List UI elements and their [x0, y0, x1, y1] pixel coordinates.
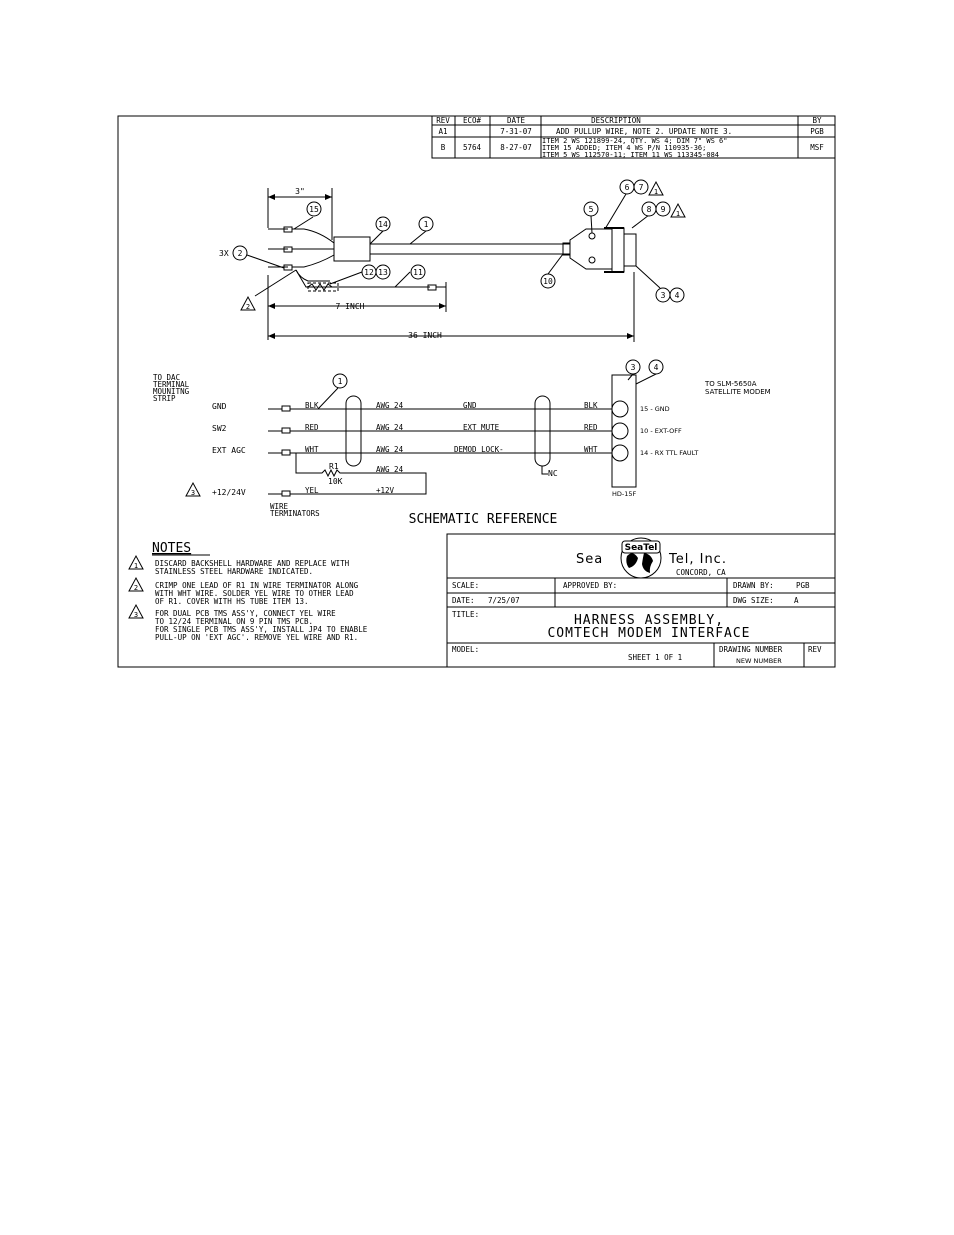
rev-row-b-date: 8-27-07 — [500, 143, 532, 152]
right-color-red: RED — [584, 423, 598, 432]
mid-label-gnd: GND — [463, 401, 477, 410]
company-name-left: Sea — [576, 552, 604, 567]
balloon-15-label: 15 — [309, 205, 319, 214]
rev-row-b-desc-1: ITEM 2 WS 121899-24, QTY. WS 4; DIM 7" WS 6" — [542, 137, 728, 145]
rev-label: REV — [808, 645, 822, 654]
drawing-title-line-1: HARNESS ASSEMBLY, — [573, 613, 725, 628]
balloon-14-label: 14 — [378, 220, 388, 229]
dim-36-inch: 36 INCH — [408, 331, 442, 340]
title-label: TITLE: — [452, 610, 480, 619]
note-1-line-1: DISCARD BACKSHELL HARDWARE AND REPLACE WITH — [155, 559, 350, 568]
wire-terminators-line-2: TERMINATORS — [270, 509, 320, 518]
note-2-line-1: CRIMP ONE LEAD OF R1 IN WIRE TERMINATOR ALONG — [155, 581, 359, 590]
left-header-line-3: MOUNITNG — [153, 387, 190, 396]
awg-row-4: AWG 24 — [376, 465, 404, 474]
date-label: DATE: — [452, 596, 475, 605]
pin-label-10: 10 - EXT-OFF — [640, 427, 682, 435]
left-color-blk: BLK — [305, 401, 319, 410]
pin-label-14: 14 - RX TTL FAULT — [640, 449, 699, 457]
note-2-line-2: WITH WHT WIRE. SOLDER YEL WIRE TO OTHER LEAD — [155, 589, 354, 598]
left-header-line-1: TO DAC — [153, 373, 181, 382]
rev-row-b-desc-3: ITEM 5 WS 112570-11; ITEM 11 WS 113345-084 — [542, 151, 720, 159]
balloon-12-label: 12 — [364, 268, 374, 277]
balloon-7-label: 7 — [638, 183, 644, 192]
awg-row-3: AWG 24 — [376, 445, 404, 454]
balloon-8-label: 8 — [646, 205, 652, 214]
schematic-balloon-3-label: 3 — [630, 363, 636, 372]
no-connect-label: NC — [548, 469, 558, 478]
notes-section — [129, 541, 368, 642]
note-2-line-3: OF R1. COVER WITH HS TUBE ITEM 13. — [155, 597, 309, 606]
sheet-label: SHEET 1 OF 1 — [628, 653, 683, 662]
company-name-right: Tel, Inc. — [669, 552, 727, 567]
left-color-red: RED — [305, 423, 319, 432]
qty-3x-label: 3X — [219, 249, 229, 258]
title-block — [447, 534, 835, 667]
dwg-size-label: DWG SIZE: — [733, 596, 774, 605]
rev-row-a1-by: PGB — [810, 127, 824, 136]
left-color-wht: WHT — [305, 445, 319, 454]
model-label: MODEL: — [452, 645, 480, 654]
balloon-4-label: 4 — [674, 291, 680, 300]
drawn-by-label: DRAWN BY: — [733, 581, 774, 590]
drawing-number-label: DRAWING NUMBER — [719, 645, 783, 654]
rev-header-rev: REV — [436, 116, 450, 125]
scale-label: SCALE: — [452, 581, 480, 590]
right-color-wht: WHT — [584, 445, 598, 454]
balloon-9-label: 9 — [660, 205, 666, 214]
rev-header-date: DATE — [506, 116, 526, 125]
left-color-yel: YEL — [305, 486, 319, 495]
notes-flag-3-label: 3 — [133, 611, 139, 619]
schematic-title: SCHEMATIC REFERENCE — [408, 512, 558, 527]
rev-row-b-eco: 5764 — [462, 143, 482, 152]
signal-power: +12/24V — [212, 488, 246, 497]
schematic-reference — [153, 360, 771, 527]
note-flag-1-right-label: 1 — [675, 210, 681, 218]
right-header-line-2: SATELLITE MODEM — [705, 388, 771, 396]
rev-header-by: BY — [812, 116, 822, 125]
assembly-view — [219, 180, 685, 342]
connector-label: HD-15F — [612, 490, 637, 498]
rev-row-a1-desc: ADD PULLUP WIRE, NOTE 2. UPDATE NOTE 3. — [556, 127, 733, 136]
note-3-line-4: PULL-UP ON 'EXT AGC'. REMOVE YEL WIRE AND R1. — [155, 633, 359, 642]
schematic-balloon-4-label: 4 — [653, 363, 659, 372]
company-location: CONCORD, CA — [676, 568, 726, 577]
schematic-balloon-1-label: 1 — [337, 377, 343, 386]
balloon-1-label: 1 — [423, 220, 429, 229]
logo-text: SeaTel — [624, 543, 658, 553]
date-value: 7/25/07 — [488, 596, 520, 605]
awg-row-2: AWG 24 — [376, 423, 404, 432]
rev-header-eco: ECO# — [462, 116, 482, 125]
balloon-2-label: 2 — [237, 249, 243, 258]
notes-flag-2-label: 2 — [133, 584, 139, 592]
mid-label-ext-mute: EXT MUTE — [463, 423, 500, 432]
pin-15 — [612, 401, 628, 417]
drawn-by-value: PGB — [796, 581, 810, 590]
note-3-line-2: TO 12/24 TERMINAL ON 9 PIN TMS PCB. — [155, 617, 314, 626]
right-header-line-1: TO SLM-5650A — [705, 380, 757, 388]
seatel-globe-logo — [621, 538, 661, 578]
rev-row-a1-date: 7-31-07 — [500, 127, 532, 136]
balloon-10-label: 10 — [543, 277, 553, 286]
notes-title: NOTES — [152, 541, 192, 556]
rev-row-b-rev: B — [440, 143, 446, 152]
balloon-13-label: 13 — [378, 268, 388, 277]
resistor-r1-label: R1 — [329, 462, 339, 471]
signal-ext-agc: EXT AGC — [212, 446, 246, 455]
note-flag-2-assembly-label: 2 — [245, 303, 251, 311]
pin-14 — [612, 445, 628, 461]
dim-3-inch: 3" — [295, 187, 305, 196]
revision-table — [432, 116, 835, 159]
rev-row-a1-rev: A1 — [438, 127, 448, 136]
note-3-line-1: FOR DUAL PCB TMS ASS'Y, CONNECT YEL WIRE — [155, 609, 336, 618]
awg-row-1: AWG 24 — [376, 401, 404, 410]
resistor-value-label: 10K — [328, 477, 343, 486]
note-flag-1-top-label: 1 — [653, 188, 659, 196]
heat-shrink-boot — [334, 237, 370, 261]
balloon-3-label: 3 — [660, 291, 666, 300]
drawing-title-line-2: COMTECH MODEM INTERFACE — [547, 626, 751, 641]
balloon-5-label: 5 — [588, 205, 594, 214]
rev-row-b-desc-2: ITEM 15 ADDED; ITEM 4 WS P/N 110935-36; — [542, 144, 707, 152]
right-color-blk: BLK — [584, 401, 598, 410]
mid-label-12v: +12V — [376, 486, 395, 495]
note-1-line-2: STAINLESS STEEL HARDWARE INDICATED. — [155, 567, 314, 576]
left-header-line-2: TERMINAL — [153, 380, 190, 389]
dwg-size-value: A — [794, 596, 799, 605]
rev-header-description: DESCRIPTION — [591, 116, 641, 125]
approved-label: APPROVED BY: — [563, 581, 618, 590]
wire-terminators-line-1: WIRE — [270, 502, 289, 511]
signal-gnd: GND — [212, 402, 227, 411]
notes-flag-1-label: 1 — [133, 562, 139, 570]
balloon-11-label: 11 — [413, 268, 423, 277]
balloon-6-label: 6 — [624, 183, 630, 192]
mid-label-demod-lock: DEMOD LOCK- — [454, 445, 504, 454]
rev-row-b-by: MSF — [810, 143, 824, 152]
note-flag-3-power-label: 3 — [190, 489, 196, 497]
pin-label-15: 15 - GND — [640, 405, 670, 413]
drawing-number-value: NEW NUMBER — [736, 657, 782, 665]
signal-sw2: SW2 — [212, 424, 227, 433]
left-header-line-4: STRIP — [153, 394, 176, 403]
dim-7-inch: 7 INCH — [335, 302, 365, 311]
note-3-line-3: FOR SINGLE PCB TMS ASS'Y, INSTALL JP4 TO ENABLE — [155, 625, 368, 634]
pin-10 — [612, 423, 628, 439]
